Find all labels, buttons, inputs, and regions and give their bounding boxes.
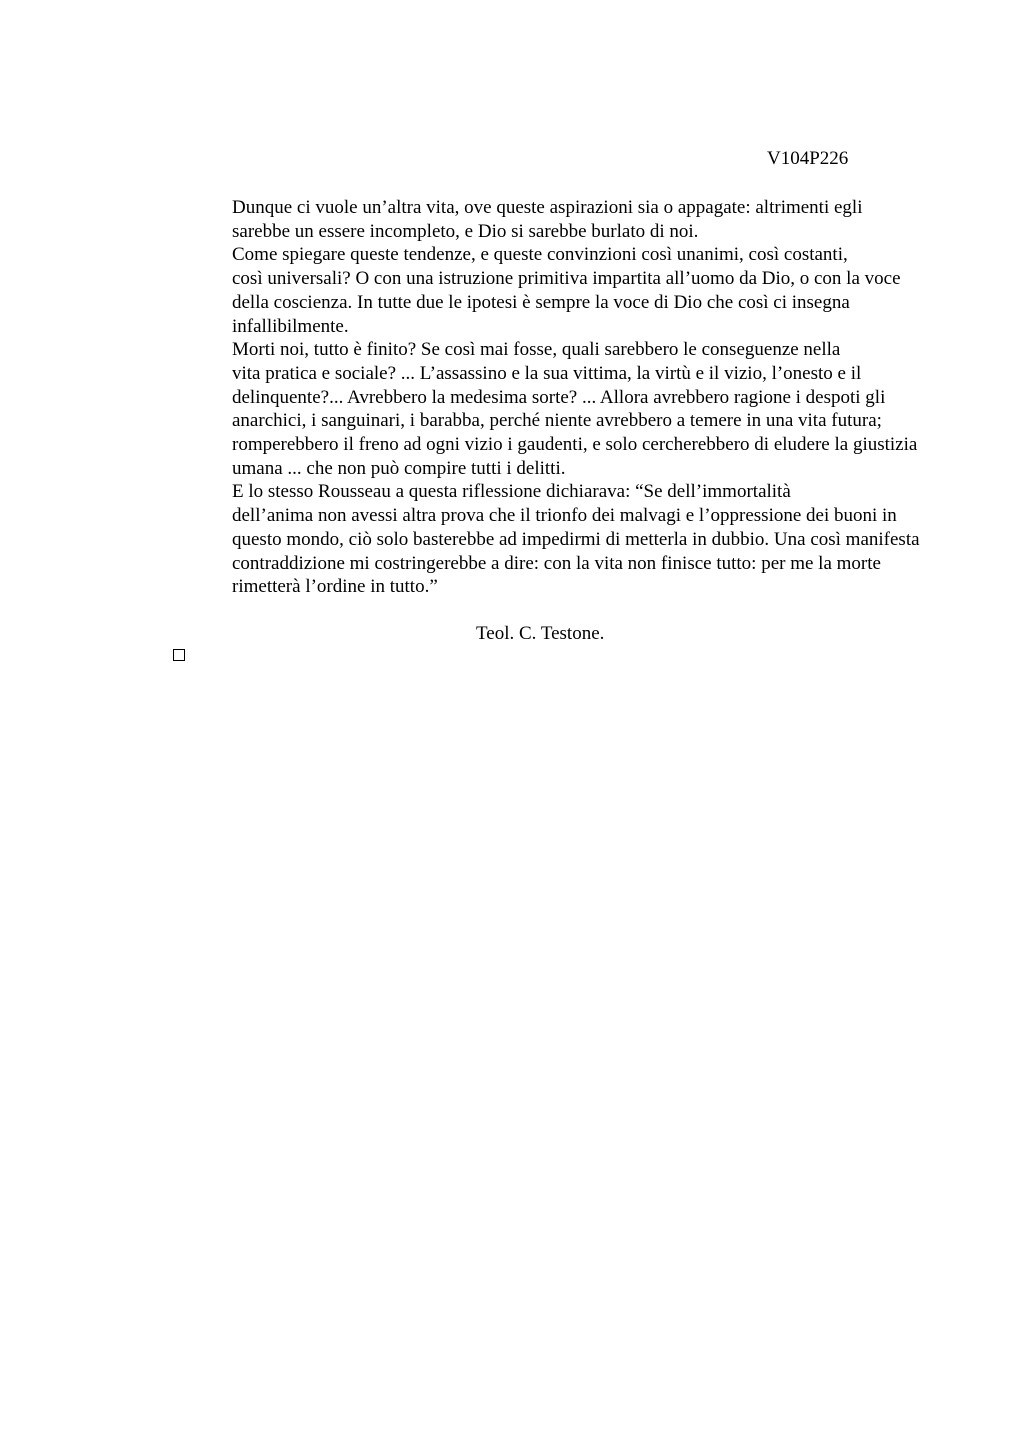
text-line: rimetterà l’ordine in tutto.” bbox=[232, 576, 438, 598]
empty-square-icon bbox=[173, 649, 185, 661]
text-line: così universali? O con una istruzione primitiva impartita all’uomo da Dio, o con la voce bbox=[232, 268, 901, 290]
text-line: dell’anima non avessi altra prova che il trionfo dei malvagi e l’oppressione dei buoni in bbox=[232, 505, 897, 527]
text-line: sarebbe un essere incompleto, e Dio si sarebbe burlato di noi. bbox=[232, 220, 699, 242]
text-line: vita pratica e sociale? ... L’assassino e la sua vittima, la virtù e il vizio, l’onesto e il bbox=[232, 362, 862, 384]
text-line: Dunque ci vuole un’altra vita, ove queste aspirazioni sia o appagate: altrimenti egli bbox=[232, 197, 863, 218]
text-line: questo mondo, ciò solo basterebbe ad impedirmi di metterla in dubbio. Una così manifesta bbox=[232, 528, 920, 550]
paragraph-2 bbox=[172, 243, 922, 338]
text-line: anarchici, i sanguinari, i barabba, perché niente avrebbero a temere in una vita futura; bbox=[232, 410, 882, 432]
paragraph-4 bbox=[172, 480, 922, 599]
text-line: contraddizione mi costringerebbe a dire: con la vita non finisce tutto: per me la morte bbox=[232, 552, 881, 574]
text-line: Morti noi, tutto è finito? Se così mai fosse, quali sarebbero le conseguenze nella bbox=[232, 339, 841, 361]
paragraph-1 bbox=[172, 196, 922, 243]
page-reference: V104P226 bbox=[767, 148, 849, 169]
text-line: delinquente?... Avrebbero la medesima sorte? ... Allora avrebbero ragione i despoti gli bbox=[232, 386, 886, 408]
text-line: umana ... che non può compire tutti i delitti. bbox=[232, 457, 566, 479]
body-text bbox=[172, 196, 922, 599]
text-line: romperebbero il freno ad ogni vizio i gaudenti, e solo cercherebbero di eludere la giustizia bbox=[232, 434, 918, 456]
signature: Teol. C. Testone. bbox=[476, 623, 605, 644]
text-line: Come spiegare queste tendenze, e queste convinzioni così unanimi, così costanti, bbox=[232, 244, 848, 266]
paragraph-3 bbox=[172, 338, 922, 480]
text-line: della coscienza. In tutte due le ipotesi è sempre la voce di Dio che così ci insegna bbox=[232, 291, 850, 313]
text-line: infallibilmente. bbox=[232, 315, 349, 337]
text-line: E lo stesso Rousseau a questa riflessione dichiarava: “Se dell’immortalità bbox=[232, 481, 791, 503]
